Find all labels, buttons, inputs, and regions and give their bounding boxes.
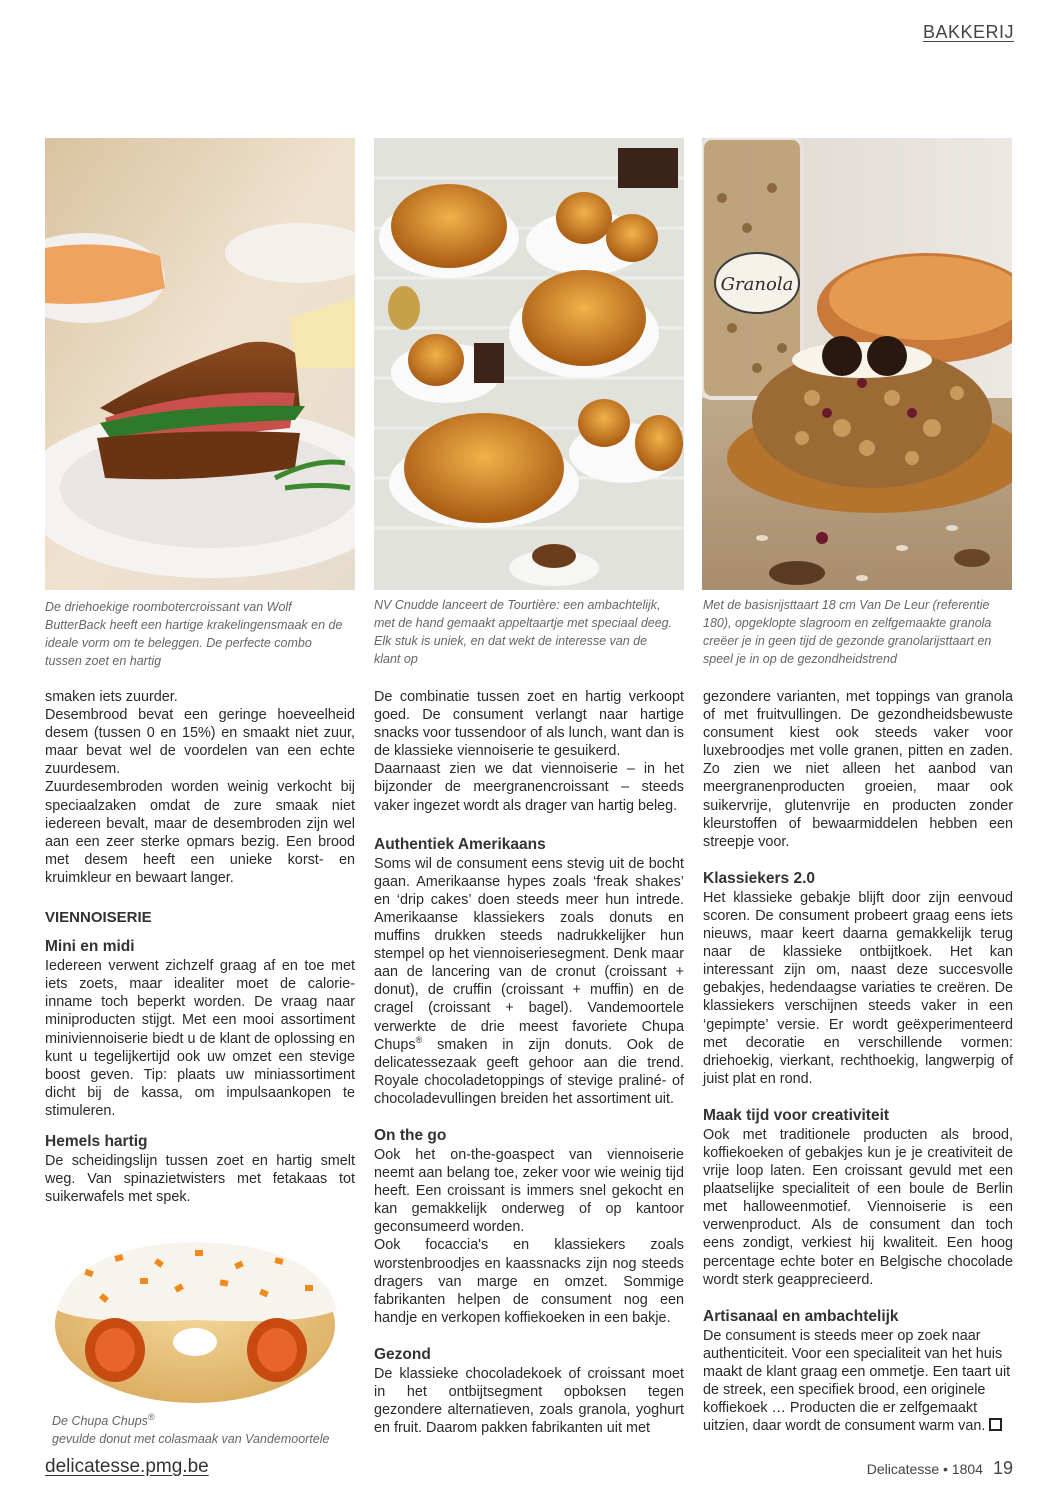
magazine-issue: Delicatesse • 1804 bbox=[866, 1461, 983, 1477]
croissant-caption: De driehoekige roombotercroissant van Wolf ButterBack heeft een hartige krakelingensmaak en de ideale vorm om te beleggen. De perfecte combo tussen zoet en hartig bbox=[45, 600, 343, 668]
end-mark-icon bbox=[989, 1418, 1002, 1431]
donut-photo bbox=[45, 1230, 355, 1405]
section-tag: BAKKERIJ bbox=[922, 22, 1014, 42]
donut-caption bbox=[52, 1408, 352, 1448]
paragraph-hemels-hartig: De scheidingslijn tussen zoet en hartig smelt weg. Van spinazietwisters met fetakaas tot suikerwafels met spek. bbox=[45, 1152, 355, 1206]
text-column-2 bbox=[374, 688, 684, 1437]
paragraph-on-the-go-1: Ook het on-the-goaspect van viennoiserie neemt aan belang toe, zeker voor wie weinig tijd heeft. Een croissant is immers snel gekocht en kan gemakkelijk onderweg of op kantoor geconsumeerd worden. bbox=[374, 1146, 684, 1236]
paragraph-mini-en-midi: Iedereen verwent zichzelf graag af en toe met iets zoets, maar idealiter moet de calorie-inname toch beperkt worden. De vraag naar miniproducten stijgt. Met een mooi assortiment miniviennoiserie biedt u de klant de oplossing en kunt u tegelijkertijd ook uw omzet een stevige boost geven. Tip: plaats uw miniassortiment dicht bij de kassa, om impulsaankopen te stimuleren. bbox=[45, 958, 355, 1119]
col3-paragraph-1: gezondere varianten, met toppings van granola of met fruitvullingen. De gezondheidsbewuste consument kiest ook steeds vaker voor luxebroodjes met volle granen, pitten en zaden. Zo zien we niet alleen het aanbod van meergranenproducten groeien, maar ook suikervrije, glutenvrije en producten zonder kleurstoffen of bewaarmiddelen hebben een streepje voor. bbox=[703, 689, 1013, 850]
paragraph-klassiekers: Het klassieke gebakje blijft door zijn eenvoud scoren. De consument probeert graag eens iets nieuws, maar keert daarna gemakkelijk terug naar de klassieke ontbijtkoek. Het kan interessant zijn om, naast deze succesvolle gebakjes, hedendaagse variaties te creëren. De klassiekers verschijnen steeds vaker in een ‘gepimpte’ versie. Er wordt geëxperimenteerd met decoratie en verschillende vormen: driehoekig, vierkant, rechthoekig, langwerpig of juist plat en rond. bbox=[703, 889, 1013, 1087]
section-heading-viennoiserie: VIENNOISERIE bbox=[45, 909, 152, 927]
paragraph-gezond: De klassieke chocoladekoek of croissant moet in het ontbijtsegment opboksen tegen gezondere alternatieven, zoals granola, yoghurt en fruit. Daarom pakken fabrikanten uit met bbox=[374, 1365, 684, 1437]
tourtiere-caption: NV Cnudde lanceert de Tourtière: een ambachtelijk, met de hand gemaakt appeltaartje met speciaal deeg. Elk stuk is uniek, en dat wekt de interesse van de klant op bbox=[374, 598, 673, 666]
page-footer bbox=[867, 1458, 1013, 1479]
croissant-sandwich-illustration bbox=[45, 138, 355, 590]
paragraph-creativiteit: Ook met traditionele producten als brood, koffiekoeken of gebakjes kun je je creativiteit de vrije loop laten. Een croissant gevuld met een plaatselijke specialiteit of een boule de Berlin met halloweenmotief. Viennoiserie is een verwenproduct. Als de consument dan toch eens zondigt, verkiest hij kwaliteit. Een hoog percentage echte boter en Belgische chocolade wordt sterk geapprecieerd. bbox=[703, 1126, 1013, 1288]
col1-paragraph-3: Zuurdesembroden worden weinig verkocht bij speciaalzaken omdat de zure smaak niet iedereen bevalt, maar de desembroden zijn wel aan een zeer sterke opmars bezig. Een brood met desem heeft een unieke korst- en kruimkleur en bewaart langer. bbox=[45, 779, 355, 886]
donut-caption-line-2: gevulde donut met colasmaak van Vandemoortele bbox=[52, 1432, 330, 1447]
tourtiere-illustration bbox=[374, 138, 684, 590]
col1-paragraph-2: Desembrood bevat een geringe hoeveelheid desem (tussen 0 en 15%) en smaakt niet zuur, maar bevat wel de voordelen van een echte zuurdesem. bbox=[45, 707, 355, 778]
col1-paragraph-1: smaken iets zuurder. bbox=[45, 689, 178, 705]
paragraph-on-the-go-2: Ook focaccia's en klassiekers zoals worstenbroodjes en kaassnacks zijn nog steeds dragers van marge en omzet. Sommige fabrikanten helpen de consument nog een handje en verkopen koffiekoeken in een bakje. bbox=[374, 1237, 684, 1326]
croissant-sandwich-photo bbox=[45, 138, 355, 590]
donut-caption-line-1: De Chupa Chups bbox=[52, 1414, 148, 1429]
col2-paragraph-2: Daarnaast zien we dat viennoiserie – in het bijzonder de meergranencroissant – steeds vaker ingezet wordt als drager van hartig beleg. bbox=[374, 761, 684, 814]
heading-mini-en-midi: Mini en midi bbox=[45, 938, 135, 956]
registered-mark: ® bbox=[147, 1412, 155, 1422]
granola-jar-label: Granola bbox=[720, 274, 794, 295]
granola-tart-photo bbox=[702, 138, 1012, 590]
heading-hemels-hartig: Hemels hartig bbox=[45, 1132, 148, 1150]
col2-paragraph-1: De combinatie tussen zoet en hartig verkoopt goed. De consument verlangt naar hartige snacks voor tussendoor of als lunch, want dan is de klassieke viennoiserie te gesuikerd. bbox=[374, 689, 684, 760]
text-column-1 bbox=[45, 688, 355, 1206]
paragraph-artisanaal: De consument is steeds meer op zoek naar authenticiteit. Voor een specialiteit van het huis maakt de klant graag een ommetje. Een taart uit de streek, een specifiek brood, een originele koffiekoek … Producten die er zelfgemaakt uitzien, daar wordt de consument warm van. bbox=[703, 1327, 1011, 1435]
heading-klassiekers: Klassiekers 2.0 bbox=[703, 869, 816, 887]
tourtiere-photo bbox=[374, 138, 684, 590]
heading-creativiteit: Maak tijd voor creativiteit bbox=[703, 1106, 890, 1124]
paragraph-authentiek-amerikaans: Soms wil de consument eens stevig uit de bocht gaan. Amerikaanse hypes zoals ‘freak shakes’ en ‘drip cakes’ doen steeds meer hun intrede. Amerikaanse klassiekers zoals donuts en muffins drukken steeds nadrukkelijker hun stempel op het viennoiseriesegment. Denk maar aan de lancering van de cronut (croissant + donut), de cruffin (croissant + muffin) en de cragel (croissant + bagel). Vandemoortele verwerkte de drie meest favoriete Chupa Chups® smaken in zijn donuts. Ook de delicatessezaak geeft gehoor aan die trend. Royale chocoladetoppings of stevige praliné- of chocoladevullingen breiden het assortiment uit. bbox=[374, 855, 684, 1107]
heading-gezond: Gezond bbox=[374, 1345, 431, 1363]
page-number: 19 bbox=[992, 1458, 1013, 1478]
heading-on-the-go: On the go bbox=[374, 1126, 447, 1144]
website-link[interactable]: delicatesse.pmg.be bbox=[45, 1456, 209, 1477]
donut-illustration bbox=[45, 1230, 355, 1405]
heading-authentiek-amerikaans: Authentiek Amerikaans bbox=[374, 835, 546, 853]
heading-artisanaal: Artisanaal en ambachtelijk bbox=[703, 1307, 899, 1325]
granola-caption: Met de basisrijsttaart 18 cm Van De Leur (referentie 180), opgeklopte slagroom en zelfgemaakte granola creëer je in geen tijd de gezonde granolarijsttaart en speel je in op de gezondheidstrend bbox=[703, 598, 992, 666]
granola-tart-illustration bbox=[702, 138, 1012, 590]
text-column-3 bbox=[703, 688, 1013, 1435]
